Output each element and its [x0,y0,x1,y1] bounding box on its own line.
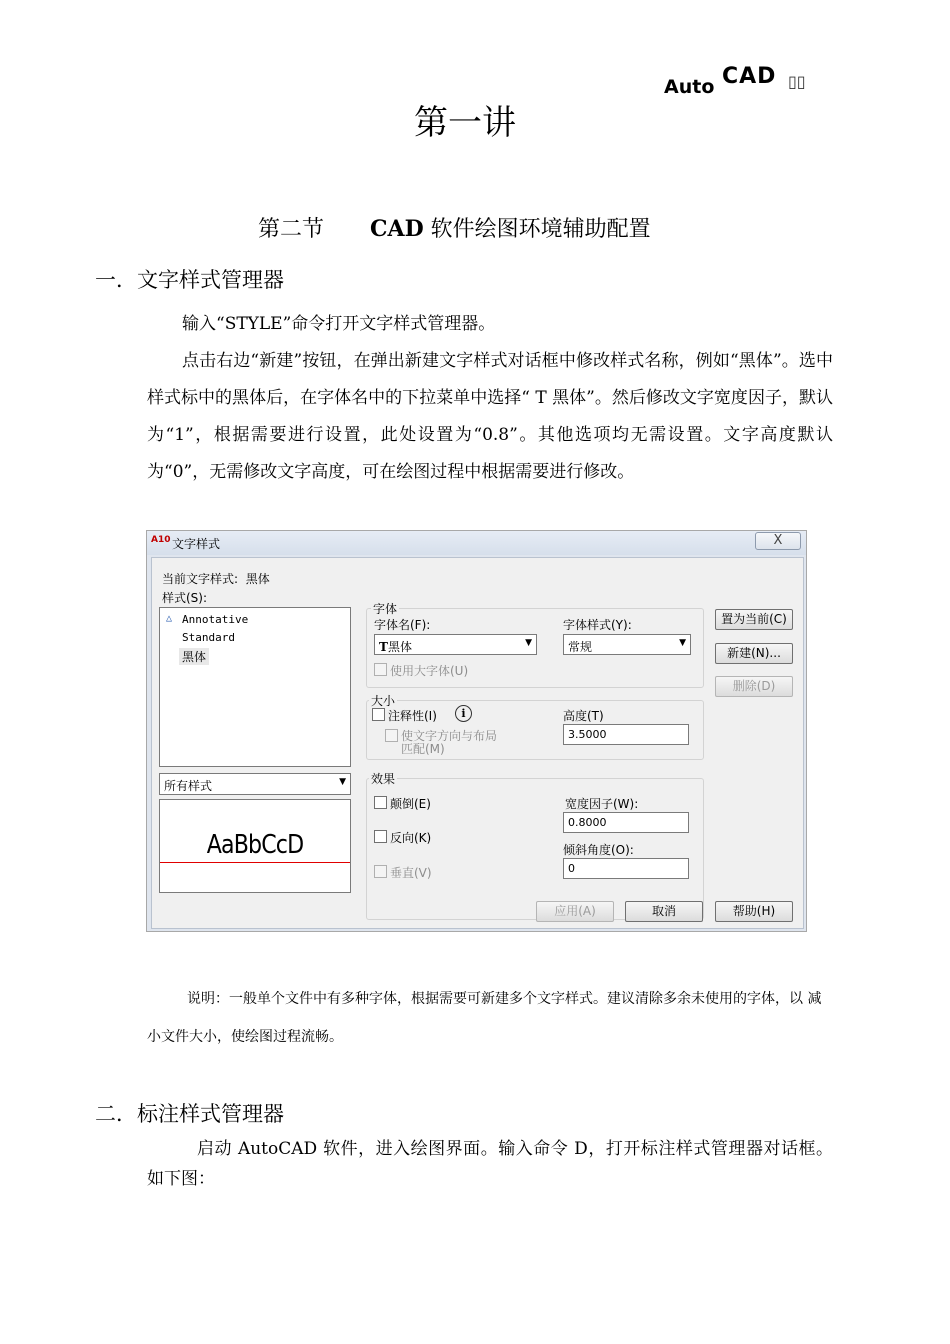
new-style-button[interactable]: 新建(N)... [715,643,793,664]
match-layout-label-2: 匹配(M) [401,742,445,756]
section-number: 第二节 [258,217,325,242]
truetype-icon: T [379,640,388,654]
list-item[interactable]: Annotative [182,613,249,626]
list-item-selected[interactable]: 黑体 [179,648,209,665]
header-cad-text: CAD [722,64,777,89]
width-factor-label: 宽度因子(W): [565,797,639,811]
oblique-angle-value: 0 [568,862,575,875]
big-font-label: 使用大字体(U) [390,664,469,678]
chevron-down-icon: ▼ [525,638,532,648]
vertical-label: 垂直(V) [390,866,432,880]
delete-style-button[interactable]: 删除(D) [715,676,793,697]
info-icon[interactable]: i [455,705,472,722]
list-item[interactable]: Standard [182,631,235,644]
match-layout-label-1: 使文字方向与布局 [401,729,498,743]
style-preview [159,799,351,893]
styles-listbox[interactable] [159,607,351,767]
section-cad: CAD [370,216,424,242]
part1-note: 说明：一般单个文件中有多种字体，根据需要可新建多个文字样式。建议清除多余未使用的字体，以 减小文件大小，使绘图过程流畅。 [147,991,822,1045]
part1-heading: 一．文字样式管理器 [95,268,284,292]
font-name-label: 字体名(F): [374,618,431,632]
annotative-checkbox[interactable] [372,708,385,721]
annotative-label: 注释性(I) [388,709,437,723]
upside-down-checkbox[interactable] [374,796,387,809]
part2-heading: 二．标注样式管理器 [95,1102,284,1126]
chevron-down-icon: ▼ [679,638,686,648]
help-button[interactable]: 帮助(H) [715,901,793,922]
vertical-checkbox[interactable] [374,865,387,878]
set-current-button[interactable]: 置为当前(C) [715,609,793,630]
preview-text: AaBbCcD [206,830,304,860]
font-style-value: 常规 [568,640,593,654]
width-factor-input[interactable] [563,812,689,833]
height-value: 3.5000 [568,728,607,741]
height-input[interactable] [563,724,689,745]
big-font-checkbox[interactable] [374,663,387,676]
backwards-label: 反向(K) [390,831,432,845]
font-style-label: 字体样式(Y): [563,618,632,632]
page-title: 第一讲 [414,103,516,143]
close-button[interactable]: X [755,532,801,550]
effects-group-label: 效果 [371,772,396,786]
oblique-angle-input[interactable] [563,858,689,879]
size-group-label: 大小 [371,694,396,708]
header-auto-text: Auto [664,76,715,98]
chevron-down-icon: ▼ [339,777,346,787]
style-filter-select[interactable] [159,773,351,795]
font-name-select[interactable] [374,634,537,655]
upside-down-label: 颠倒(E) [390,797,431,811]
current-style-value: 黑体 [245,572,270,586]
height-label: 高度(T) [563,709,604,723]
font-style-select[interactable] [563,634,691,655]
part2-paragraph-1: 启动 AutoCAD 软件，进入绘图界面。输入命令 D，打开标注样式管理器对话框。如下图： [147,1139,833,1189]
part1-paragraph-1: 输入“STYLE”命令打开文字样式管理器。 [182,314,496,334]
backwards-checkbox[interactable] [374,830,387,843]
styles-label: 样式(S): [162,591,208,605]
width-factor-value: 0.8000 [568,816,607,829]
cancel-button[interactable]: 取消 [625,901,703,922]
dialog-body [151,557,804,929]
font-group-label: 字体 [373,602,398,616]
section-heading [258,212,651,243]
dialog-title: 文字样式 [172,537,221,551]
match-layout-checkbox[interactable] [385,729,398,742]
apply-button[interactable]: 应用(A) [536,901,614,922]
text-style-dialog [146,530,807,932]
part1-paragraph-2: 点击右边“新建”按钮，在弹出新建文字样式对话框中修改样式名称，例如“黑体”。选中样式标中的黑体后，在字体名中的下拉菜单中选择“ T 黑体”。然后修改文字宽度因子，默认为“1”，根据需要进行设置，此处设置为“0.8”。其他选项均无需设置。文字高度默认为“0”，无需修改文字高度，可在绘图过程中根据需要进行修改。 [147,351,833,482]
current-style-label: 当前文字样式: 黑体 [162,572,270,586]
oblique-angle-label: 倾斜角度(O): [563,843,634,857]
dialog-titlebar [147,531,806,555]
preview-baseline [160,862,350,863]
section-name: 软件绘图环境辅助配置 [430,217,651,242]
style-filter-value: 所有样式 [164,779,213,793]
font-name-value: T黑体 [379,640,412,654]
annotative-icon: △ [166,613,173,624]
header-tail-text: ▯▯ [788,72,806,91]
autocad-app-icon: A10 [151,535,171,545]
